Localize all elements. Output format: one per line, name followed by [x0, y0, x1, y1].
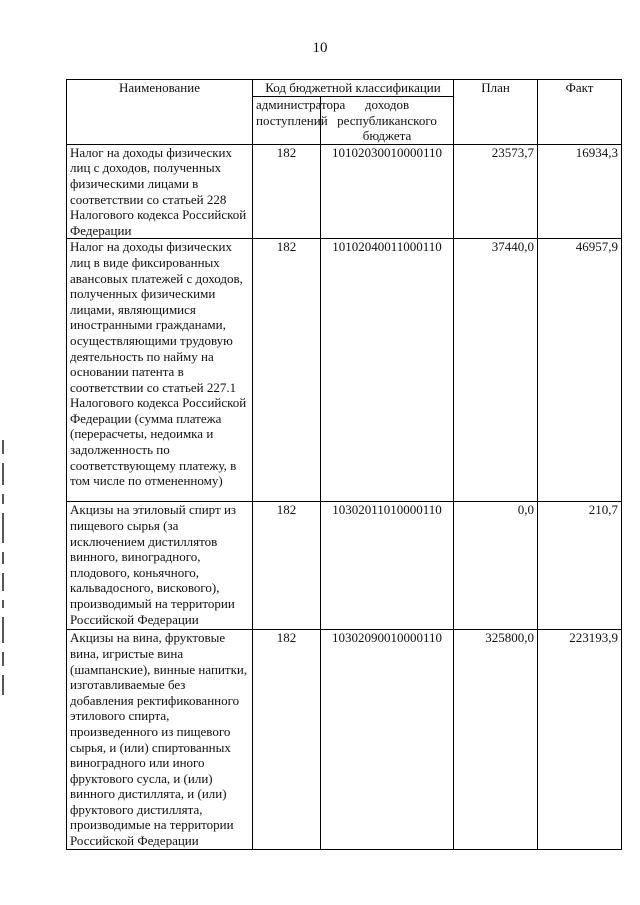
row-plan: 325800,0	[454, 630, 538, 849]
row-revenue-code: 10302090010000110	[321, 630, 454, 849]
row-fact: 210,7	[538, 502, 622, 630]
header-name: Наименование	[67, 80, 253, 145]
row-revenue-code: 10102040011000110	[321, 239, 454, 502]
row-revenue-code: 10102030010000110	[321, 144, 454, 239]
header-plan: План	[454, 80, 538, 145]
row-plan: 23573,7	[454, 144, 538, 239]
row-plan: 37440,0	[454, 239, 538, 502]
row-plan: 0,0	[454, 502, 538, 630]
table-row	[67, 144, 622, 239]
table-row	[67, 630, 622, 849]
row-name: Акцизы на этиловый спирт из пищевого сырья (за исключением дистиллятов винного, виноградного, плодового, коньячного, кальвадосного, вискового), производимый на территории Российской Федерации	[67, 502, 253, 630]
row-fact: 16934,3	[538, 144, 622, 239]
row-admin-code: 182	[253, 239, 321, 502]
row-admin-code: 182	[253, 144, 321, 239]
header-row-top	[67, 80, 622, 97]
table-row	[67, 239, 622, 502]
header-admin: администратора поступлений	[253, 97, 321, 145]
scan-edge-marks	[2, 440, 5, 820]
row-name: Налог на доходы физических лиц с доходов, полученных физическими лицами в соответствии со статьей 228 Налогового кодекса Российской Федерации	[67, 144, 253, 239]
table-row	[67, 502, 622, 630]
header-revenue: доходов республиканского бюджета	[321, 97, 454, 145]
budget-revenue-table	[66, 79, 622, 850]
row-admin-code: 182	[253, 630, 321, 849]
row-revenue-code: 10302011010000110	[321, 502, 454, 630]
row-fact: 46957,9	[538, 239, 622, 502]
header-budget-code: Код бюджетной классификации	[253, 80, 454, 97]
row-name: Акцизы на вина, фруктовые вина, игристые вина (шампанские), винные напитки, изготавливаемые без добавления ректификованного этилового спирта, произведенного из пищевого сырья, и (или) спиртованных виноградного или иного фруктового сусла, и (или) винного дистиллята, и (или) фруктового дистиллята, производимые на территории Российской Федерации	[67, 630, 253, 849]
row-fact: 223193,9	[538, 630, 622, 849]
row-name: Налог на доходы физических лиц в виде фиксированных авансовых платежей с доходов, полученных физическими лицами, являющимися иностранными гражданами, осуществляющими трудовую деятельность по найму на основании патента в соответствии со статьей 227.1 Налогового кодекса Российской Федерации (сумма платежа (перерасчеты, недоимка и задолженность по соответствующему платежу, в том числе по отмененному)	[67, 239, 253, 502]
row-admin-code: 182	[253, 502, 321, 630]
header-fact: Факт	[538, 80, 622, 145]
page-number: 10	[312, 40, 328, 56]
